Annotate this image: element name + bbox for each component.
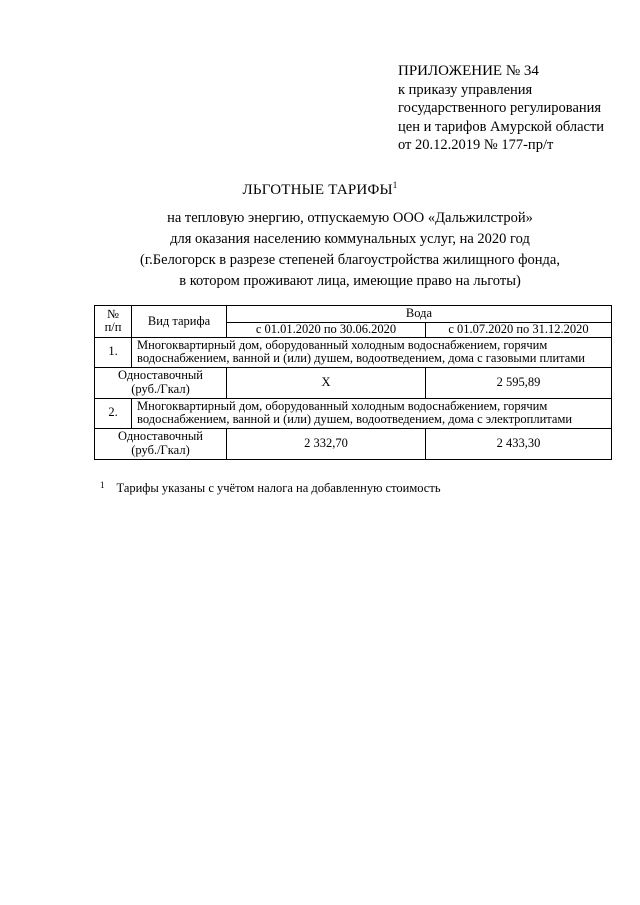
row-description: Многоквартирный дом, оборудованный холодным водоснабжением, горячим водоснабжением, ванной и (или) душем, водоотведением, дома с газовыми плитами — [132, 337, 612, 367]
footnote — [100, 480, 441, 496]
tariff-type-cell: Одноставочный (руб./Гкал) — [95, 428, 227, 459]
col-header-tariff-kind: Вид тарифа — [132, 306, 227, 338]
table-row — [95, 337, 612, 367]
col-header-water: Вода — [227, 306, 612, 323]
subtitle-line: на тепловую энергию, отпускаемую ООО «Дальжилстрой» — [167, 210, 533, 226]
tariff-value-period-1: 2 332,70 — [227, 428, 426, 459]
tariff-value-period-2: 2 595,89 — [426, 367, 612, 398]
col-header-period-1: с 01.01.2020 по 30.06.2020 — [227, 323, 426, 338]
row-number: 1. — [95, 337, 132, 367]
document-subtitle — [100, 208, 600, 292]
col-header-number: № п/п — [95, 306, 132, 338]
table-header-row — [95, 306, 612, 323]
order-reference-block — [398, 62, 638, 155]
subtitle-line: в котором проживают лица, имеющие право на льготы) — [179, 273, 521, 289]
table-row — [95, 428, 612, 459]
document-title-text: ЛЬГОТНЫЕ ТАРИФЫ — [242, 182, 393, 198]
subtitle-line: (г.Белогорск в разрезе степеней благоустройства жилищного фонда, — [140, 252, 560, 268]
order-reference-line: государственного регулирования — [398, 100, 602, 116]
tariff-value-period-2: 2 433,30 — [426, 428, 612, 459]
order-date-number: от 20.12.2019 № 177-пр/т — [398, 137, 554, 153]
row-description: Многоквартирный дом, оборудованный холодным водоснабжением, горячим водоснабжением, ванной и (или) душем, водоотведением, дома с электроплитами — [132, 398, 612, 428]
col-header-period-2: с 01.07.2020 по 31.12.2020 — [426, 323, 612, 338]
appendix-title: ПРИЛОЖЕНИЕ № 34 — [398, 63, 539, 79]
document-title — [0, 180, 640, 199]
table-row — [95, 398, 612, 428]
order-reference-line: к приказу управления — [398, 81, 533, 98]
subtitle-line: для оказания населению коммунальных услуг, на 2020 год — [170, 231, 530, 247]
tariffs-table — [94, 305, 612, 460]
footnote-mark: 1 — [392, 180, 398, 190]
tariff-value-period-1: Х — [227, 367, 426, 398]
footnote-mark: 1 — [100, 480, 105, 490]
footnote-text: Тарифы указаны с учётом налога на добавленную стоимость — [116, 481, 441, 495]
order-reference-line: цен и тарифов Амурской области — [398, 118, 605, 135]
row-number: 2. — [95, 398, 132, 428]
table-row — [95, 367, 612, 398]
tariff-type-cell: Одноставочный (руб./Гкал) — [95, 367, 227, 398]
